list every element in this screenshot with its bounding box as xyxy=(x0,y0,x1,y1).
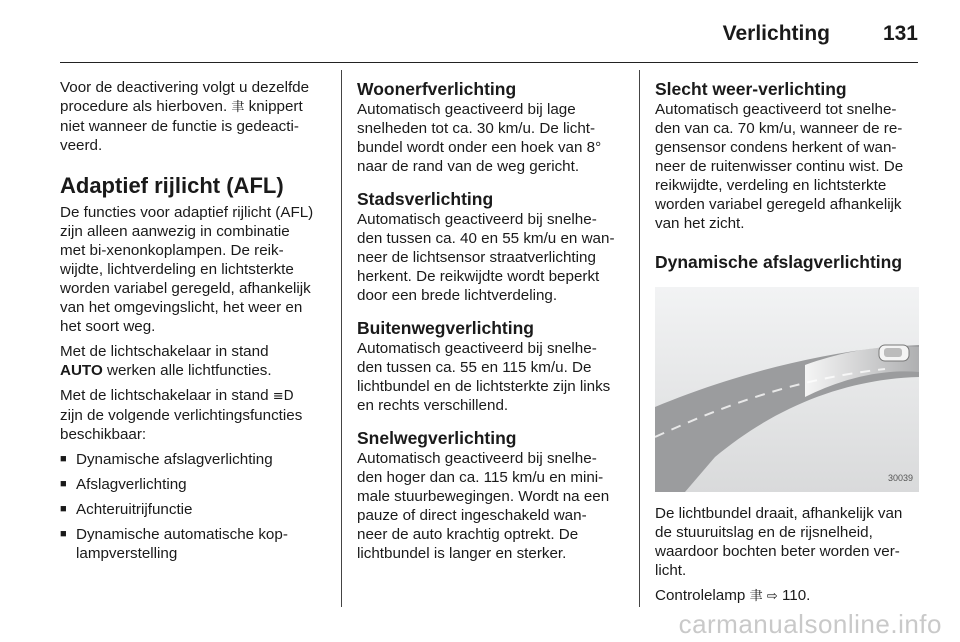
afl-warning-icon: ⾀ xyxy=(231,100,245,115)
column-divider xyxy=(341,70,342,607)
road-curve-image xyxy=(655,287,919,492)
auto-label: AUTO xyxy=(60,362,103,379)
section-title: Buitenwegverlichting xyxy=(357,318,534,338)
section-title: Snelwegverlichting xyxy=(357,428,517,448)
watermark: carmanualsonline.info xyxy=(678,609,942,639)
list-item: ■ Dynamische afslagverlichting xyxy=(60,450,328,469)
intro-paragraph: Voor de deactivering volgt u dezelfde procedure als hierboven. ⾀ knippert niet wanneer de functie is gedeacti- veerd. xyxy=(60,79,310,154)
section-buitenweg: Buitenwegverlichting Automatisch geactiveerd bij snelhe- den tussen ca. 55 en 115 km/u. De lichtbundel en de lichtsterkte zijn links en rechts verschillend. xyxy=(357,317,627,415)
figure-number: 30039 xyxy=(887,473,913,483)
figure-caption: De lichtbundel draait, afhankelijk van de stuuruitslag en de rijsnelheid, waardoor bochten beter worden ver- licht. xyxy=(655,505,903,579)
headlight-icon: ≡D xyxy=(272,389,294,404)
page-number: 131 xyxy=(882,22,918,45)
list-item: ■ Afslagverlichting xyxy=(60,475,328,494)
section-slecht-weer: Slecht weer-verlichting Automatisch geactiveerd tot snelhe- den van ca. 70 km/u, wanneer de re- gensensor condens herkent of wan- neer de ruitenwisser continu wist. De reikwijdte, verdeling en lichtsterkte worden variabel geregeld afhankelijk van het zicht. xyxy=(655,78,923,233)
auto-paragraph: Met de lichtschakelaar in stand AUTO werken alle lichtfuncties. xyxy=(60,343,272,379)
page-title: Verlichting xyxy=(722,22,830,45)
headlight-paragraph: Met de lichtschakelaar in stand ≡D zijn de volgende verlichtingsfuncties beschikbaar: xyxy=(60,387,303,443)
page-reference-icon: ⇨ xyxy=(766,589,778,604)
column-1 xyxy=(60,78,328,569)
column-divider xyxy=(639,70,640,607)
page-header xyxy=(60,18,918,63)
section-woonerf: Woonerfverlichting Automatisch geactiveerd bij lage snelheden tot ca. 30 km/u. De licht- bundel wordt onder een hoek van 8° naar de rand van de weg gericht. xyxy=(357,78,627,176)
control-lamp-reference: Controlelamp ⾀ ⇨ 110. xyxy=(655,587,811,604)
list-item: ■ Dynamische automatische kop- lampverstelling xyxy=(60,525,328,563)
section-heading-dynamisch: Dynamische afslagverlichting xyxy=(655,252,903,272)
section-snelweg: Snelwegverlichting Automatisch geactiveerd bij snelhe- den hoger dan ca. 115 km/u en mini- male stuurbewegingen. Wordt na een pauze of direct ingeschakeld wan- neer de auto krachtig optrekt. De lichtbundel is langer en sterker. xyxy=(357,427,627,563)
afl-description: De functies voor adaptief rijlicht (AFL) zijn alleen aanwezig in combinatie met bi-xenonkoplampen. De reik- wijdte, lichtverdeling en lichtsterkte worden variabel geregeld, afhankelijk van het omgevingslicht, het weer en het soort weg. xyxy=(60,204,314,335)
afl-warning-icon: ⾀ xyxy=(749,589,763,604)
section-stad: Stadsverlichting Automatisch geactiveerd bij snelhe- den tussen ca. 40 en 55 km/u en wan- neer de lichtsensor straatverlichting herkent. De reikwijdte wordt beperkt door een brede lichtverdeling. xyxy=(357,188,627,305)
column-3 xyxy=(655,78,923,612)
section-title: Stadsverlichting xyxy=(357,189,494,209)
section-heading-afl: Adaptief rijlicht (AFL) xyxy=(60,173,284,198)
list-item: ■ Achteruitrijfunctie xyxy=(60,500,328,519)
cornering-light-illustration xyxy=(655,287,919,492)
section-title: Woonerfverlichting xyxy=(357,79,517,99)
column-2 xyxy=(357,78,627,575)
section-title: Slecht weer-verlichting xyxy=(655,79,847,99)
function-list xyxy=(60,450,328,563)
